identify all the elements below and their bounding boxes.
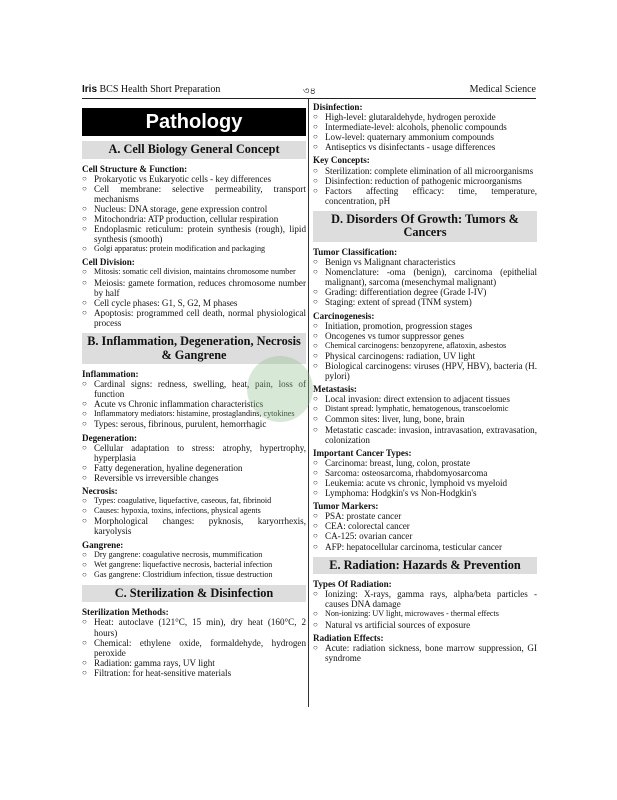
list-item-text: Ionizing: X-rays, gamma rays, alpha/beta particles - causes DNA damage bbox=[325, 589, 537, 610]
list-item-text: Grading: differentiation degree (Grade I-IV) bbox=[325, 287, 487, 298]
list-item bbox=[313, 267, 537, 287]
list-item-text: Apoptosis: programmed cell death, normal physiological process bbox=[94, 307, 306, 328]
list-item bbox=[313, 478, 537, 488]
list-item-text: Gas gangrene: Clostridium infection, tissue destruction bbox=[94, 569, 273, 579]
list-item-text: Dry gangrene: coagulative necrosis, mummification bbox=[94, 549, 263, 559]
list-item bbox=[313, 287, 537, 297]
bullet-icon: ○ bbox=[313, 287, 318, 297]
list-item bbox=[313, 458, 537, 468]
bullet-icon: ○ bbox=[313, 267, 318, 277]
list-item bbox=[82, 443, 306, 463]
bullet-icon: ○ bbox=[313, 320, 318, 330]
list-item bbox=[313, 511, 537, 521]
bullet-icon: ○ bbox=[82, 462, 87, 472]
list-item bbox=[82, 204, 306, 214]
bullet-icon: ○ bbox=[82, 559, 87, 569]
bullet-icon: ○ bbox=[82, 516, 87, 526]
bullet-icon: ○ bbox=[82, 267, 87, 277]
list-item bbox=[82, 570, 306, 580]
list-item-text: Inflammatory mediators: histamine, prostaglandins, cytokines bbox=[94, 409, 295, 419]
list-item-text: Non-ionizing: UV light, microwaves - thermal effects bbox=[325, 609, 499, 619]
subsection-title: Necrosis: bbox=[82, 486, 118, 497]
list-item-text: Benign vs Malignant characteristics bbox=[325, 257, 456, 268]
bullet-icon: ○ bbox=[82, 637, 87, 647]
list-item-text: Antiseptics vs disinfectants - usage differences bbox=[325, 142, 496, 153]
list-item bbox=[313, 394, 537, 404]
subsection-title: Degeneration: bbox=[82, 432, 138, 443]
bullet-icon: ○ bbox=[82, 617, 87, 627]
list-item-text: Sarcoma: osteosarcoma, rhabdomyosarcoma bbox=[325, 467, 488, 478]
list-item-text: Staging: extent of spread (TNM system) bbox=[325, 297, 472, 308]
list-item-text: PSA: prostate cancer bbox=[325, 511, 402, 522]
bullet-list bbox=[313, 166, 537, 206]
list-item-text: Types: coagulative, liquefactive, caseous, fat, fibrinoid bbox=[94, 496, 272, 506]
list-item bbox=[82, 617, 306, 637]
list-item bbox=[313, 404, 537, 414]
list-item bbox=[313, 351, 537, 361]
book-title: BCS Health Short Preparation bbox=[99, 84, 221, 95]
subsection-title: Carcinogenesis: bbox=[313, 310, 375, 321]
bullet-icon: ○ bbox=[82, 307, 87, 317]
bullet-list bbox=[82, 496, 306, 536]
bullet-icon: ○ bbox=[82, 472, 87, 482]
list-item bbox=[82, 278, 306, 298]
bullet-icon: ○ bbox=[313, 467, 318, 477]
bullet-icon: ○ bbox=[82, 569, 87, 579]
subsection-title: Cell Structure & Function: bbox=[82, 163, 188, 174]
bullet-icon: ○ bbox=[313, 414, 318, 424]
bullet-icon: ○ bbox=[82, 409, 87, 419]
list-item bbox=[82, 668, 306, 678]
bullet-icon: ○ bbox=[82, 183, 87, 193]
bullet-icon: ○ bbox=[82, 379, 87, 389]
section-heading: C. Sterilization & Disinfection bbox=[82, 585, 306, 603]
page-title: Pathology bbox=[82, 108, 306, 136]
list-item bbox=[313, 609, 537, 619]
list-item-text: Common sites: liver, lung, bone, brain bbox=[325, 414, 465, 425]
list-item-text: CA-125: ovarian cancer bbox=[325, 531, 413, 542]
header-left bbox=[82, 84, 220, 95]
bullet-icon: ○ bbox=[313, 541, 318, 551]
list-item bbox=[82, 174, 306, 184]
list-item-text: Radiation: gamma rays, UV light bbox=[94, 657, 215, 668]
list-item bbox=[82, 184, 306, 204]
subsection-title: Radiation Effects: bbox=[313, 632, 384, 643]
list-item-text: Golgi apparatus: protein modification and packaging bbox=[94, 244, 266, 254]
list-item bbox=[82, 496, 306, 506]
page-number: ৩৪ bbox=[303, 86, 316, 97]
list-item-text: Mitosis: somatic cell division, maintains chromosome number bbox=[94, 267, 296, 277]
bullet-icon: ○ bbox=[313, 122, 318, 132]
list-item-text: Filtration: for heat-sensitive materials bbox=[94, 667, 232, 678]
brand-name: Iris bbox=[82, 84, 98, 95]
bullet-icon: ○ bbox=[82, 173, 87, 183]
list-item-text: Initiation, promotion, progression stages bbox=[325, 320, 473, 331]
list-item-text: Causes: hypoxia, toxins, infections, physical agents bbox=[94, 506, 261, 516]
bullet-icon: ○ bbox=[82, 203, 87, 213]
list-item-text: AFP: hepatocellular carcinoma, testicular cancer bbox=[325, 541, 502, 552]
list-item bbox=[313, 341, 537, 351]
list-item bbox=[82, 224, 306, 244]
subsection-title: Types Of Radiation: bbox=[313, 579, 392, 590]
subsection-title: Gangrene: bbox=[82, 539, 124, 550]
list-item-text: Distant spread: lymphatic, hematogenous, transcoelomic bbox=[325, 404, 509, 414]
bullet-icon: ○ bbox=[313, 404, 318, 414]
bullet-list bbox=[82, 443, 306, 483]
list-item bbox=[82, 473, 306, 483]
list-item-text: Natural vs artificial sources of exposure bbox=[325, 619, 471, 630]
list-item bbox=[82, 214, 306, 224]
subsection-title: Key Concepts: bbox=[313, 155, 370, 166]
list-item bbox=[313, 176, 537, 186]
subsection-title: Tumor Markers: bbox=[313, 501, 379, 512]
bullet-list bbox=[313, 643, 537, 663]
subsection-title: Metastasis: bbox=[313, 384, 357, 395]
list-item-text: Mitochondria: ATP production, cellular respiration bbox=[94, 213, 279, 224]
bullet-icon: ○ bbox=[82, 506, 87, 516]
bullet-icon: ○ bbox=[313, 394, 318, 404]
list-item bbox=[313, 257, 537, 267]
list-item-text: Oncogenes vs tumor suppressor genes bbox=[325, 330, 464, 341]
list-item-text: Chemical: ethylene oxide, formaldehyde, hydrogen peroxide bbox=[94, 637, 306, 658]
bullet-icon: ○ bbox=[313, 531, 318, 541]
bullet-icon: ○ bbox=[82, 244, 87, 254]
list-item-text: Fatty degeneration, hyaline degeneration bbox=[94, 462, 243, 473]
bullet-icon: ○ bbox=[82, 277, 87, 287]
list-item bbox=[313, 361, 537, 381]
bullet-list bbox=[313, 589, 537, 629]
list-item-text: Morphological changes: pyknosis, karyorrhexis, karyolysis bbox=[94, 516, 306, 537]
bullet-icon: ○ bbox=[82, 442, 87, 452]
list-item-text: Wet gangrene: liquefactive necrosis, bacterial infection bbox=[94, 559, 273, 569]
list-item-text: Intermediate-level: alcohols, phenolic compounds bbox=[325, 122, 507, 133]
list-item-text: Prokaryotic vs Eukaryotic cells - key differences bbox=[94, 173, 272, 184]
list-item-text: Biological carcinogens: viruses (HPV, HBV), bacteria (H. pylori) bbox=[325, 360, 537, 382]
list-item-text: Heat: autoclave (121°C, 15 min), dry heat (160°C, 2 hours) bbox=[94, 617, 306, 638]
list-item bbox=[82, 506, 306, 516]
bullet-list bbox=[313, 112, 537, 152]
right-column bbox=[313, 99, 537, 663]
bullet-icon: ○ bbox=[313, 488, 318, 498]
list-item bbox=[82, 560, 306, 570]
list-item-text: Endoplasmic reticulum: protein synthesis (rough), lipid synthesis (smooth) bbox=[94, 224, 306, 245]
list-item-text: Disinfection: reduction of pathogenic microorganisms bbox=[325, 175, 522, 186]
list-item bbox=[313, 331, 537, 341]
bullet-icon: ○ bbox=[313, 521, 318, 531]
list-item-text: Types: serous, fibrinous, purulent, hemorrhagic bbox=[94, 419, 267, 430]
section-heading: E. Radiation: Hazards & Prevention bbox=[313, 557, 537, 575]
list-item bbox=[82, 638, 306, 658]
list-item-text: Cell membrane: selective permeability, transport mechanisms bbox=[94, 183, 306, 204]
bullet-icon: ○ bbox=[313, 360, 318, 370]
list-item-text: Meiosis: gamete formation, reduces chromosome number by half bbox=[94, 277, 306, 298]
list-item bbox=[313, 321, 537, 331]
bullet-icon: ○ bbox=[313, 589, 318, 599]
bullet-icon: ○ bbox=[313, 132, 318, 142]
page-header bbox=[82, 83, 536, 99]
subject-name: Medical Science bbox=[469, 84, 536, 95]
list-item-text: Nomenclature: -oma (benign), carcinoma (epithelial malignant), sarcoma (mesenchymal malignant) bbox=[325, 267, 537, 288]
bullet-icon: ○ bbox=[313, 165, 318, 175]
bullet-list bbox=[313, 511, 537, 551]
list-item bbox=[313, 620, 537, 630]
list-item-text: Carcinoma: breast, lung, colon, prostate bbox=[325, 457, 471, 468]
list-item-text: Local invasion: direct extension to adjacent tissues bbox=[325, 394, 510, 405]
list-item-text: Reversible vs irreversible changes bbox=[94, 472, 219, 483]
list-item bbox=[313, 122, 537, 132]
bullet-icon: ○ bbox=[82, 297, 87, 307]
list-item-text: Factors affecting efficacy: time, temperature, concentration, pH bbox=[325, 185, 537, 206]
section-heading: A. Cell Biology General Concept bbox=[82, 141, 306, 159]
bullet-icon: ○ bbox=[313, 142, 318, 152]
list-item-text: Cardinal signs: redness, swelling, heat, pain, loss of function bbox=[94, 379, 306, 400]
bullet-icon: ○ bbox=[82, 549, 87, 559]
bullet-icon: ○ bbox=[82, 224, 87, 234]
list-item bbox=[82, 267, 306, 277]
list-item bbox=[313, 531, 537, 541]
subsection-title: Inflammation: bbox=[82, 369, 139, 379]
list-item bbox=[313, 589, 537, 609]
subsection-title: Sterilization Methods: bbox=[82, 607, 169, 618]
bullet-icon: ○ bbox=[82, 657, 87, 667]
bullet-icon: ○ bbox=[313, 340, 318, 350]
list-item bbox=[313, 643, 537, 663]
list-item bbox=[82, 516, 306, 536]
subsection-title: Important Cancer Types: bbox=[313, 447, 412, 458]
bullet-icon: ○ bbox=[313, 257, 318, 267]
bullet-icon: ○ bbox=[313, 350, 318, 360]
bullet-icon: ○ bbox=[82, 213, 87, 223]
bullet-list bbox=[82, 617, 306, 678]
bullet-icon: ○ bbox=[313, 297, 318, 307]
section-heading: D. Disorders Of Growth: Tumors & Cancers bbox=[313, 211, 537, 242]
bullet-icon: ○ bbox=[313, 511, 318, 521]
list-item bbox=[82, 298, 306, 308]
list-item-text: Acute: radiation sickness, bone marrow suppression, GI syndrome bbox=[325, 642, 537, 663]
bullet-list bbox=[313, 257, 537, 307]
bullet-icon: ○ bbox=[313, 619, 318, 629]
bullet-list bbox=[82, 174, 306, 255]
bullet-icon: ○ bbox=[313, 478, 318, 487]
list-item-text: Nucleus: DNA storage, gene expression control bbox=[94, 203, 268, 214]
list-item-text: CEA: colorectal cancer bbox=[325, 521, 410, 532]
list-item bbox=[313, 425, 537, 445]
list-item bbox=[313, 542, 537, 552]
bullet-icon: ○ bbox=[313, 424, 318, 434]
subsection-title: Tumor Classification: bbox=[313, 246, 398, 257]
bullet-list bbox=[82, 550, 306, 580]
list-item bbox=[313, 488, 537, 498]
list-item-text: Leukemia: acute vs chronic, lymphoid vs myeloid bbox=[325, 478, 508, 488]
list-item-text: Low-level: quaternary ammonium compounds bbox=[325, 132, 494, 143]
bullet-icon: ○ bbox=[313, 175, 318, 185]
bullet-icon: ○ bbox=[313, 609, 318, 619]
list-item bbox=[82, 550, 306, 560]
subsection-title: Disinfection: bbox=[313, 102, 363, 112]
list-item bbox=[313, 112, 537, 122]
list-item bbox=[313, 297, 537, 307]
list-item-text: Acute vs Chronic inflammation characteristics bbox=[94, 399, 264, 410]
section-heading: B. Inflammation, Degeneration, Necrosis & Gangrene bbox=[82, 333, 306, 364]
bullet-list bbox=[82, 267, 306, 328]
list-item bbox=[313, 132, 537, 142]
list-item bbox=[313, 142, 537, 152]
bullet-list bbox=[313, 394, 537, 444]
list-item-text: Cell cycle phases: G1, S, G2, M phases bbox=[94, 297, 238, 308]
list-item bbox=[313, 521, 537, 531]
list-item-text: Physical carcinogens: radiation, UV light bbox=[325, 350, 476, 361]
list-item-text: Sterilization: complete elimination of all microorganisms bbox=[325, 165, 534, 176]
bullet-list bbox=[313, 321, 537, 382]
list-item bbox=[313, 186, 537, 206]
list-item bbox=[82, 244, 306, 254]
list-item-text: High-level: glutaraldehyde, hydrogen peroxide bbox=[325, 112, 496, 123]
list-item bbox=[82, 463, 306, 473]
bullet-icon: ○ bbox=[82, 399, 87, 409]
bullet-list bbox=[313, 458, 537, 498]
bullet-icon: ○ bbox=[313, 457, 318, 467]
bullet-icon: ○ bbox=[82, 419, 87, 429]
bullet-icon: ○ bbox=[313, 112, 318, 122]
list-item bbox=[313, 414, 537, 424]
list-item-text: Lymphoma: Hodgkin's vs Non-Hodgkin's bbox=[325, 488, 477, 499]
list-item bbox=[313, 166, 537, 176]
subsection-title: Cell Division: bbox=[82, 257, 135, 268]
bullet-icon: ○ bbox=[313, 642, 318, 652]
bullet-icon: ○ bbox=[82, 496, 87, 506]
list-item bbox=[82, 658, 306, 668]
list-item-text: Cellular adaptation to stress: atrophy, hypertrophy, hyperplasia bbox=[94, 442, 306, 463]
watermark-seal bbox=[247, 356, 313, 422]
bullet-icon: ○ bbox=[313, 330, 318, 340]
list-item bbox=[313, 468, 537, 478]
list-item-text: Chemical carcinogens: benzopyrene, aflatoxin, asbestos bbox=[325, 340, 507, 350]
list-item-text: Metastatic cascade: invasion, intravasation, extravasation, colonization bbox=[325, 424, 537, 445]
bullet-icon: ○ bbox=[82, 667, 87, 677]
list-item bbox=[82, 308, 306, 328]
bullet-icon: ○ bbox=[313, 185, 318, 195]
